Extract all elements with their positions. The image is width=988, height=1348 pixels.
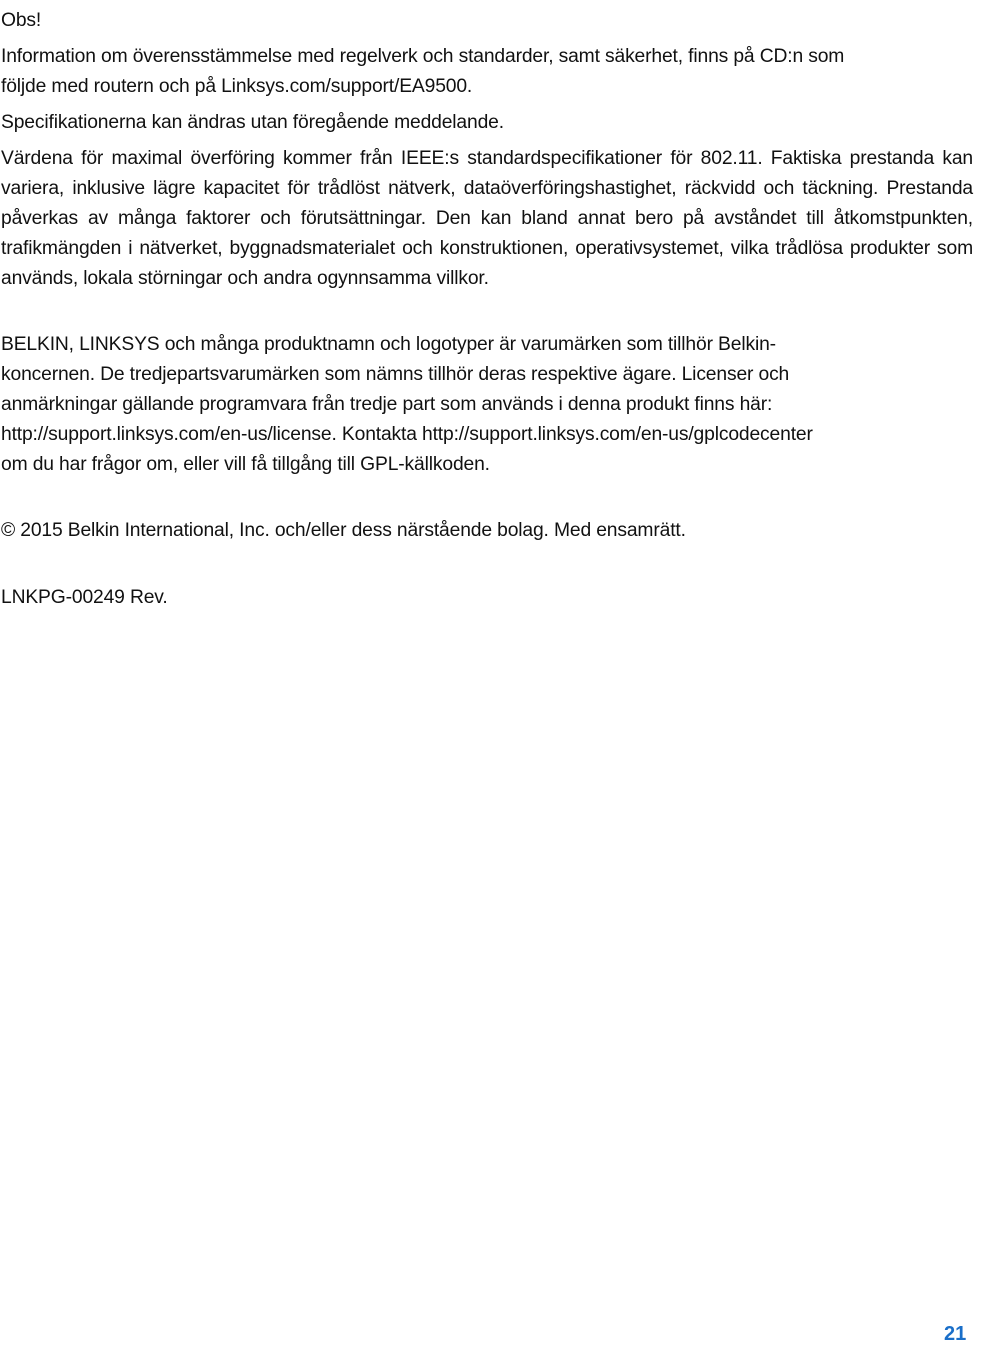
compliance-info-line: följde med routern och på Linksys.com/support/EA9500.: [1, 76, 473, 97]
performance-paragraph: Värdena för maximal överföring kommer från IEEE:s standardspecifikationer för 802.11. Faktiska prestanda kan variera, inklusive lägre kapacitet för trådlöst nätverk, dataöverföringshastighet, räckvidd och täckning. Prestanda påverkas av många faktorer och förutsättningar. Den kan bland annat bero på avståndet till åtkomstpunkten, trafikmängden i nätverket, byggnadsmaterialet och konstruktionen, operativsystemet, vilka trådlösa produkter som används, lokala störningar och andra ogynnsamma villkor.: [1, 148, 973, 289]
trademark-paragraph: [1, 330, 973, 480]
notice-heading: Obs!: [1, 10, 42, 31]
trademark-line: http://support.linksys.com/en-us/license. Kontakta http://support.linksys.com/en-us/gplcodecenter: [1, 424, 813, 445]
compliance-info-paragraph: [1, 42, 973, 102]
page-number: 21: [944, 1323, 967, 1345]
document-code: LNKPG-00249 Rev.: [1, 587, 168, 608]
document-body: [1, 6, 973, 613]
trademark-line: BELKIN, LINKSYS och många produktnamn och logotyper är varumärken som tillhör Belkin-: [1, 334, 776, 355]
trademark-line: anmärkningar gällande programvara från tredje part som används i denna produkt finns här:: [1, 394, 773, 415]
compliance-info-line: Information om överensstämmelse med regelverk och standarder, samt säkerhet, finns på CD:n som: [1, 46, 845, 67]
trademark-line: om du har frågor om, eller vill få tillgång till GPL-källkoden.: [1, 454, 490, 475]
copyright-notice: © 2015 Belkin International, Inc. och/eller dess närstående bolag. Med ensamrätt.: [1, 520, 686, 541]
specifications-note: Specifikationerna kan ändras utan föregående meddelande.: [1, 112, 504, 133]
trademark-line: koncernen. De tredjepartsvarumärken som nämns tillhör deras respektive ägare. Licenser och: [1, 364, 790, 385]
